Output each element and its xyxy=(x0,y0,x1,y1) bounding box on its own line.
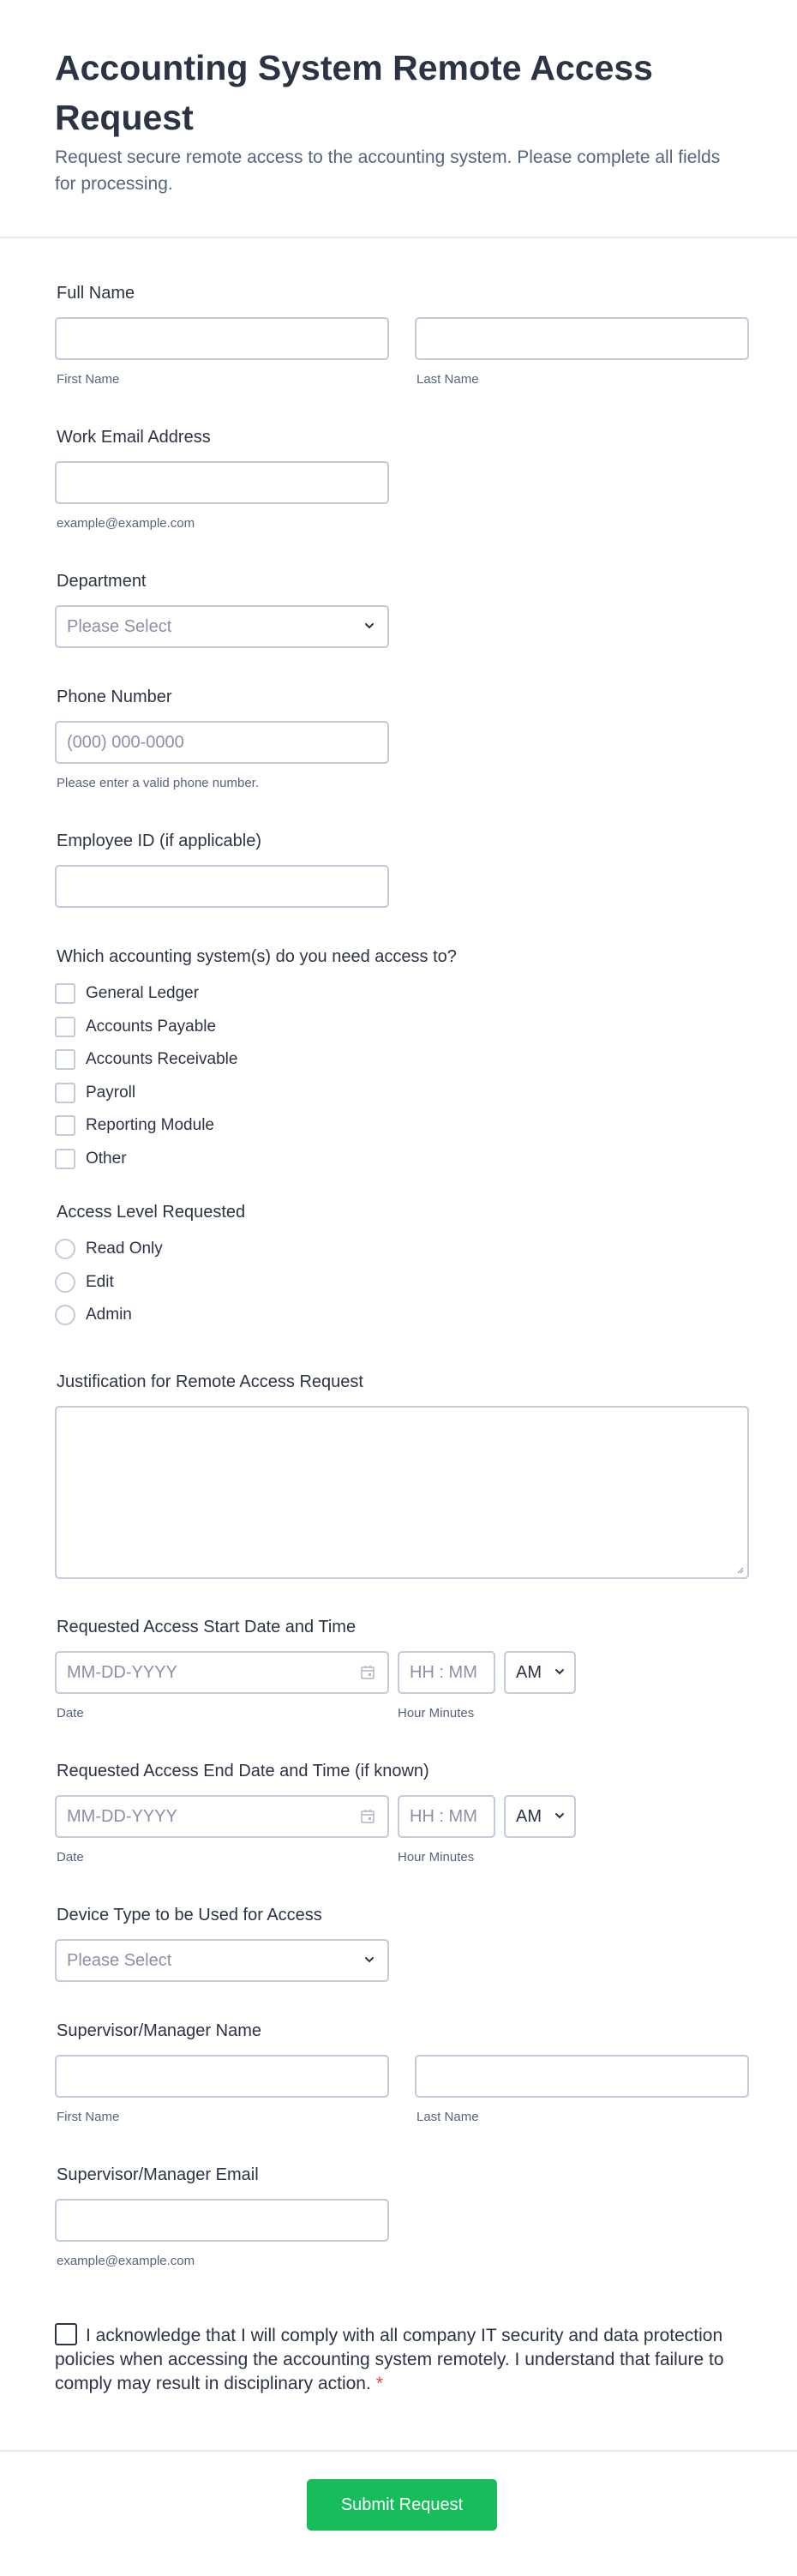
acknowledgment-field xyxy=(55,2321,749,2396)
calendar-icon[interactable] xyxy=(360,1809,375,1824)
end-datetime-label: Requested Access End Date and Time (if known) xyxy=(57,1762,429,1780)
chevron-down-icon xyxy=(554,1666,566,1678)
end-date-input[interactable] xyxy=(55,1795,389,1838)
start-time-placeholder: HH : MM xyxy=(410,1663,477,1682)
device-type-placeholder: Please Select xyxy=(67,1951,172,1970)
phone-sublabel: Please enter a valid phone number. xyxy=(57,776,259,790)
systems-option-payroll[interactable] xyxy=(55,1077,749,1110)
start-date-sublabel: Date xyxy=(57,1706,84,1720)
end-date-sublabel: Date xyxy=(57,1850,84,1864)
acknowledgment-checkbox[interactable] xyxy=(55,2323,77,2345)
checkbox[interactable] xyxy=(55,1115,75,1136)
end-time-sublabel: Hour Minutes xyxy=(398,1850,475,1864)
justification-field xyxy=(55,1370,749,1579)
access-level-field xyxy=(55,1200,749,1332)
supervisor-first-name-input[interactable] xyxy=(55,2055,389,2098)
start-date-placeholder: MM-DD-YYYY xyxy=(67,1663,177,1682)
page-title: Accounting System Remote Access Request xyxy=(55,48,653,137)
chevron-down-icon xyxy=(363,1954,375,1966)
employee-id-label: Employee ID (if applicable) xyxy=(57,832,261,850)
form-body xyxy=(0,238,797,2514)
phone-input[interactable] xyxy=(55,721,389,764)
department-select[interactable] xyxy=(55,605,389,648)
option-label: Accounts Receivable xyxy=(86,1050,238,1069)
justification-textarea[interactable] xyxy=(55,1406,749,1579)
department-placeholder: Please Select xyxy=(67,617,172,636)
radio-button[interactable] xyxy=(55,1305,75,1325)
work-email-field xyxy=(55,425,749,531)
work-email-input[interactable] xyxy=(55,461,389,504)
first-name-input[interactable] xyxy=(55,317,389,360)
phone-field xyxy=(55,685,749,790)
option-label: Admin xyxy=(86,1306,132,1324)
device-type-select[interactable] xyxy=(55,1939,389,1982)
option-label: Reporting Module xyxy=(86,1116,214,1135)
access-level-options xyxy=(55,1233,749,1332)
systems-option-general-ledger[interactable] xyxy=(55,977,749,1011)
option-label: General Ledger xyxy=(86,984,200,1003)
phone-placeholder: (000) 000-0000 xyxy=(67,733,184,752)
systems-options xyxy=(55,977,749,1175)
supervisor-email-field xyxy=(55,2163,749,2268)
work-email-label: Work Email Address xyxy=(57,428,211,447)
work-email-sublabel: example@example.com xyxy=(57,516,195,531)
checkbox[interactable] xyxy=(55,983,75,1004)
phone-label: Phone Number xyxy=(57,688,172,706)
supervisor-email-sublabel: example@example.com xyxy=(57,2254,195,2268)
device-type-label: Device Type to be Used for Access xyxy=(57,1906,322,1924)
supervisor-last-name-input[interactable] xyxy=(415,2055,749,2098)
calendar-icon[interactable] xyxy=(360,1665,375,1680)
full-name-label: Full Name xyxy=(57,284,135,303)
checkbox[interactable] xyxy=(55,1083,75,1103)
checkbox[interactable] xyxy=(55,1049,75,1070)
option-label: Read Only xyxy=(86,1240,163,1258)
end-date-placeholder: MM-DD-YYYY xyxy=(67,1807,177,1826)
start-ampm-select[interactable] xyxy=(504,1651,576,1694)
option-label: Accounts Payable xyxy=(86,1017,217,1036)
submit-button[interactable]: Submit Request xyxy=(307,2479,497,2531)
department-label: Department xyxy=(57,572,147,591)
supervisor-last-name-sublabel: Last Name xyxy=(416,2110,479,2124)
resize-grip-icon[interactable] xyxy=(735,1565,744,1574)
last-name-input[interactable] xyxy=(415,317,749,360)
systems-option-accounts-receivable[interactable] xyxy=(55,1043,749,1077)
systems-option-accounts-payable[interactable] xyxy=(55,1011,749,1044)
form-header xyxy=(0,0,797,238)
systems-option-reporting-module[interactable] xyxy=(55,1109,749,1143)
radio-button[interactable] xyxy=(55,1239,75,1259)
supervisor-email-input[interactable] xyxy=(55,2199,389,2242)
checkbox[interactable] xyxy=(55,1149,75,1169)
start-datetime-field xyxy=(55,1615,749,1720)
supervisor-name-field xyxy=(55,2019,749,2124)
start-time-input[interactable] xyxy=(398,1651,495,1694)
department-field xyxy=(55,569,749,648)
radio-button[interactable] xyxy=(55,1272,75,1293)
end-ampm-select[interactable] xyxy=(504,1795,576,1838)
justification-label: Justification for Remote Access Request xyxy=(57,1372,363,1391)
supervisor-email-label: Supervisor/Manager Email xyxy=(57,2165,259,2184)
access-level-label: Access Level Requested xyxy=(57,1203,246,1222)
device-type-field xyxy=(55,1903,749,1982)
supervisor-first-name-sublabel: First Name xyxy=(57,2110,120,2124)
last-name-sublabel: Last Name xyxy=(416,372,479,387)
access-option-admin[interactable] xyxy=(55,1299,749,1332)
option-label: Other xyxy=(86,1149,127,1168)
option-label: Edit xyxy=(86,1272,114,1291)
employee-id-field xyxy=(55,829,749,908)
access-option-edit[interactable] xyxy=(55,1266,749,1300)
systems-field xyxy=(55,945,749,1175)
end-ampm-value: AM xyxy=(516,1807,542,1826)
end-time-placeholder: HH : MM xyxy=(410,1807,477,1826)
start-time-sublabel: Hour Minutes xyxy=(398,1706,475,1720)
start-datetime-label: Requested Access Start Date and Time xyxy=(57,1618,357,1636)
checkbox[interactable] xyxy=(55,1017,75,1037)
systems-label: Which accounting system(s) do you need access to? xyxy=(57,947,457,966)
start-ampm-value: AM xyxy=(516,1663,542,1682)
acknowledgment-label: I acknowledge that I will comply with all company IT security and data protection policies when accessing the accounting system remotely. I understand that failure to comply may result in disciplinary action. xyxy=(55,2326,724,2393)
access-option-read-only[interactable] xyxy=(55,1233,749,1266)
end-datetime-field xyxy=(55,1759,749,1864)
required-mark: * xyxy=(375,2374,383,2393)
systems-option-other[interactable] xyxy=(55,1143,749,1176)
employee-id-input[interactable] xyxy=(55,865,389,908)
start-date-input[interactable] xyxy=(55,1651,389,1694)
end-time-input[interactable] xyxy=(398,1795,495,1838)
option-label: Payroll xyxy=(86,1083,136,1102)
page-subtitle: Request secure remote access to the accounting system. Please complete all fields for processing. xyxy=(55,147,721,194)
supervisor-name-label: Supervisor/Manager Name xyxy=(57,2021,261,2040)
form-footer-divider xyxy=(0,2450,797,2452)
chevron-down-icon xyxy=(554,1810,566,1822)
first-name-sublabel: First Name xyxy=(57,372,120,387)
full-name-field xyxy=(55,281,749,387)
acknowledgment-text xyxy=(55,2321,749,2396)
chevron-down-icon xyxy=(363,620,375,632)
